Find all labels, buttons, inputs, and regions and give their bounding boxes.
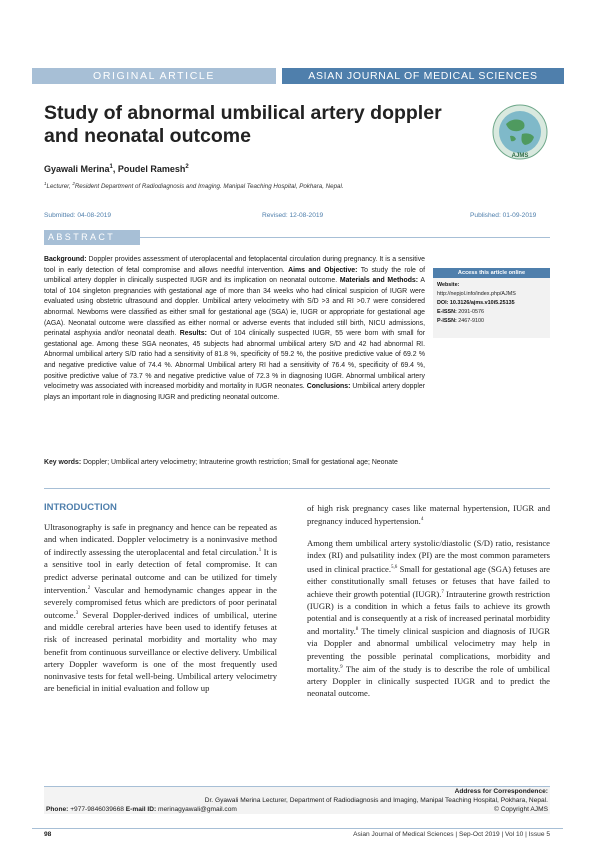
access-box — [433, 268, 550, 338]
results-label: Results: — [179, 330, 207, 338]
citation-ref[interactable]: 4 — [420, 517, 424, 523]
citation-ref[interactable]: 3 — [75, 611, 79, 617]
page-number: 98 — [44, 831, 52, 838]
citation-ref[interactable]: 1 — [258, 548, 262, 554]
paragraph — [307, 502, 550, 527]
affiliation — [44, 181, 344, 190]
text-run: The aim of the study is to describe the role of umbilical artery Doppler in clinically suspected IUGR and to predict the neonatal outcome. — [307, 663, 550, 699]
email-link[interactable]: merinagyawali@gmail.com — [158, 806, 237, 813]
abstract-heading: ABSTRACT — [44, 230, 140, 245]
access-header: Access this article online — [433, 268, 550, 278]
affil-text-1: Lecturer, — [46, 183, 73, 191]
journal-name-banner: ASIAN JOURNAL OF MEDICAL SCIENCES — [282, 68, 564, 84]
body-column-left — [44, 521, 277, 694]
journal-logo — [492, 104, 548, 160]
text-run: Several Doppler-derived indices of umbilical, uterine and middle cerebral arteries have been used to identify fetuses at risk of increased perinatal morbidity and mortality who may benefit from continuous surveillance or elective delivery. Umbilical artery Doppler waveform is one of the most frequently used noninvasive tests for fetal well-being. Umbilical artery velocimetry are beneficial in initial evaluation and follow up — [44, 610, 277, 694]
affil-text-2: Resident Department of Radiodiagnosis and Imaging. Manipal Teaching Hospital, Pokhara, Nepal. — [74, 183, 344, 191]
aims-label: Aims and Objective: — [288, 266, 358, 274]
keywords-label: Key words: — [44, 459, 82, 466]
text-run: Small for gestational age (SGA) fetuses are either constitutionally small fetuses or fetuses that have failed to achieve their growth potential (IUGR). — [307, 563, 550, 599]
body-column-right — [307, 502, 550, 699]
pissn-value: 2467-9100 — [458, 318, 485, 324]
doi-value[interactable]: 10.3126/ajms.v10i5.25135 — [449, 300, 515, 306]
text-run: It is a sensitive tool in early detection of fetal compromise. It can predict adverse perinatal outcome and can be utilized for timely intervention. — [44, 547, 278, 595]
article-type-banner: ORIGINAL ARTICLE — [32, 68, 276, 84]
website-label: Website: — [437, 282, 460, 288]
phone-label: Phone: — [46, 806, 71, 813]
author-1-sup: 1 — [109, 164, 113, 170]
conclusions-label: Conclusions: — [306, 383, 351, 391]
methods-label: Materials and Methods: — [339, 277, 419, 285]
article-title — [44, 102, 464, 148]
email-label: E-mail ID: — [123, 806, 158, 813]
text-run: Among them umbilical artery systolic/diastolic (S/D) ratio, resistance index (RI) and pulsatility index (PI) are the most common parameters used in clinical practice. — [307, 538, 550, 574]
correspondence-box — [44, 786, 550, 814]
citation-ref[interactable]: 2 — [87, 585, 91, 591]
conclusions-text: Umbilical artery doppler plays an important role in diagnosing IUGR and predicting neonatal outcome. — [44, 383, 425, 401]
eissn-label: E-ISSN: — [437, 309, 459, 315]
keywords-text: Doppler; Umbilical artery velocimetry; Intrauterine growth restriction; Small for gestational age; Neonate — [81, 459, 398, 466]
text-run: The timely clinical suspicion and diagnosis of IUGR via Doppler and abnormal umbilical velocimetry may help in preventing the possible perinatal complications, morbidity and mortality. — [307, 626, 550, 674]
methods-text: A total of 104 singleton pregnancies with gestational age of more than 34 weeks who had clinical suspicion of IUGR were evaluated using obstetric ultrasound and doppler. Umbilical artery velocimetry with S/D >3 and RI >0.7 were considered abnormal. Newborns were classified as either small for gestational age (SGA) ie, IUGR or appropriate for gestational age (AGA). Neonatal outcome were classified as either normal or adverse events that included still birth, NICU admissions, perinatal asphyxia and/or neonatal death. — [44, 277, 426, 338]
website-link[interactable]: http://nepjol.info/index.php/AJMS — [437, 291, 516, 297]
abstract-body — [44, 255, 425, 403]
revised-date: Revised: 12-08-2019 — [262, 212, 324, 219]
introduction-heading: INTRODUCTION — [44, 502, 117, 513]
globe-logo-icon — [492, 104, 548, 160]
access-body — [433, 278, 550, 329]
citation-ref[interactable]: 7 — [441, 589, 444, 595]
footer-rule — [32, 828, 563, 829]
phone-value: +977-9846039668 — [70, 806, 124, 813]
background-label: Background: — [44, 256, 87, 263]
keywords — [44, 458, 425, 469]
submitted-date: Submitted: 04-08-2019 — [44, 212, 112, 219]
paragraph — [44, 521, 277, 694]
text-run: Ultrasonography is safe in pregnancy and hence can be repeated as and when indicated. Doppler velocimetry is a noninvasive method of indirectly assessing the uteroplacental and fetal circulation. — [44, 522, 277, 558]
authors — [44, 164, 189, 174]
author-2: Poudel Ramesh — [117, 164, 186, 174]
published-date: Published: 01-09-2019 — [470, 212, 537, 219]
eissn-value: 2091-0576 — [458, 309, 485, 315]
contact-line — [46, 805, 237, 814]
aims-text: To study the role of umbilical artery doppler in clinically suspected IUGR and its implication on neonatal outcome. — [44, 266, 426, 285]
author-1: Gyawali Merina — [44, 164, 110, 174]
author-sep: , — [112, 164, 118, 174]
text-run: of high risk pregnancy cases like maternal hypertension, IUGR and pregnancy induced hypertension. — [307, 503, 550, 527]
title-line-2: and neonatal outcome — [44, 125, 251, 147]
affil-sup-2: 2 — [72, 181, 75, 186]
citation-ref[interactable]: 5,6 — [391, 564, 398, 570]
pissn-label: P-ISSN: — [437, 318, 459, 324]
copyright: © Copyright AJMS — [494, 806, 548, 813]
citation-ref[interactable]: 9 — [340, 664, 343, 670]
author-2-sup: 2 — [185, 164, 189, 170]
text-run: Intrauterine growth restriction (IUGR) is a condition in which a fetus fails to achieve its growth potential and is consequently at a risk of increased perinatal morbidity and mortality. — [307, 588, 551, 637]
correspondence-label: Address for Correspondence: — [454, 788, 548, 795]
background-text: Doppler provides assessment of uteroplacental and fetoplacental circulation during pregnancy. It is a sensitive tool in early detection of fetal compromise and allows needful intervention. — [44, 256, 425, 274]
paragraph — [307, 537, 550, 699]
correspondence-address: Dr. Gyawali Merina Lecturer, Department of Radiodiagnosis and Imaging, Manipal Teaching Hospital, Pokhara, Nepal. — [204, 797, 548, 804]
citation-ref[interactable]: 8 — [355, 627, 359, 633]
abstract-rule — [136, 237, 550, 238]
title-line-1: Study of abnormal umbilical artery doppler — [44, 102, 442, 124]
doi-label: DOI: — [437, 300, 450, 306]
results-text: Out of 104 clinically suspected IUGR, 55 were born with small for gestational age. Among these SGA neonates, 45 subjects had abnormal umbilical artery S/D and 42 had abnormal RI. Abnormal umbilical artery S/D ratio had a sensitivity of 81.8 %, specificity of 59.2 %, the positive predictive value of 69.2 % and negative predictive value of 74.4 %. Abnormal Umbilical artery RI had a sensitivity of 76.4 %, specificity of 69.4 %, positive predictive value of 73.7 % and negative predictive value of 72.3 % in diagnosing IUGR. Abnormal umbilical artery velocimetry was associated with increased morbidity and mortality in IUGR neonates. — [44, 330, 426, 391]
affil-sup-1: 1 — [44, 181, 47, 186]
logo-text: AJMS — [511, 153, 529, 159]
text-run: Vascular and hemodynamic changes appear in the severely compromised fetus which are predictors of poor perinatal outcome. — [44, 584, 277, 620]
section-divider — [44, 488, 550, 489]
journal-footer: Asian Journal of Medical Sciences | Sep-Oct 2019 | Vol 10 | Issue 5 — [353, 831, 550, 838]
